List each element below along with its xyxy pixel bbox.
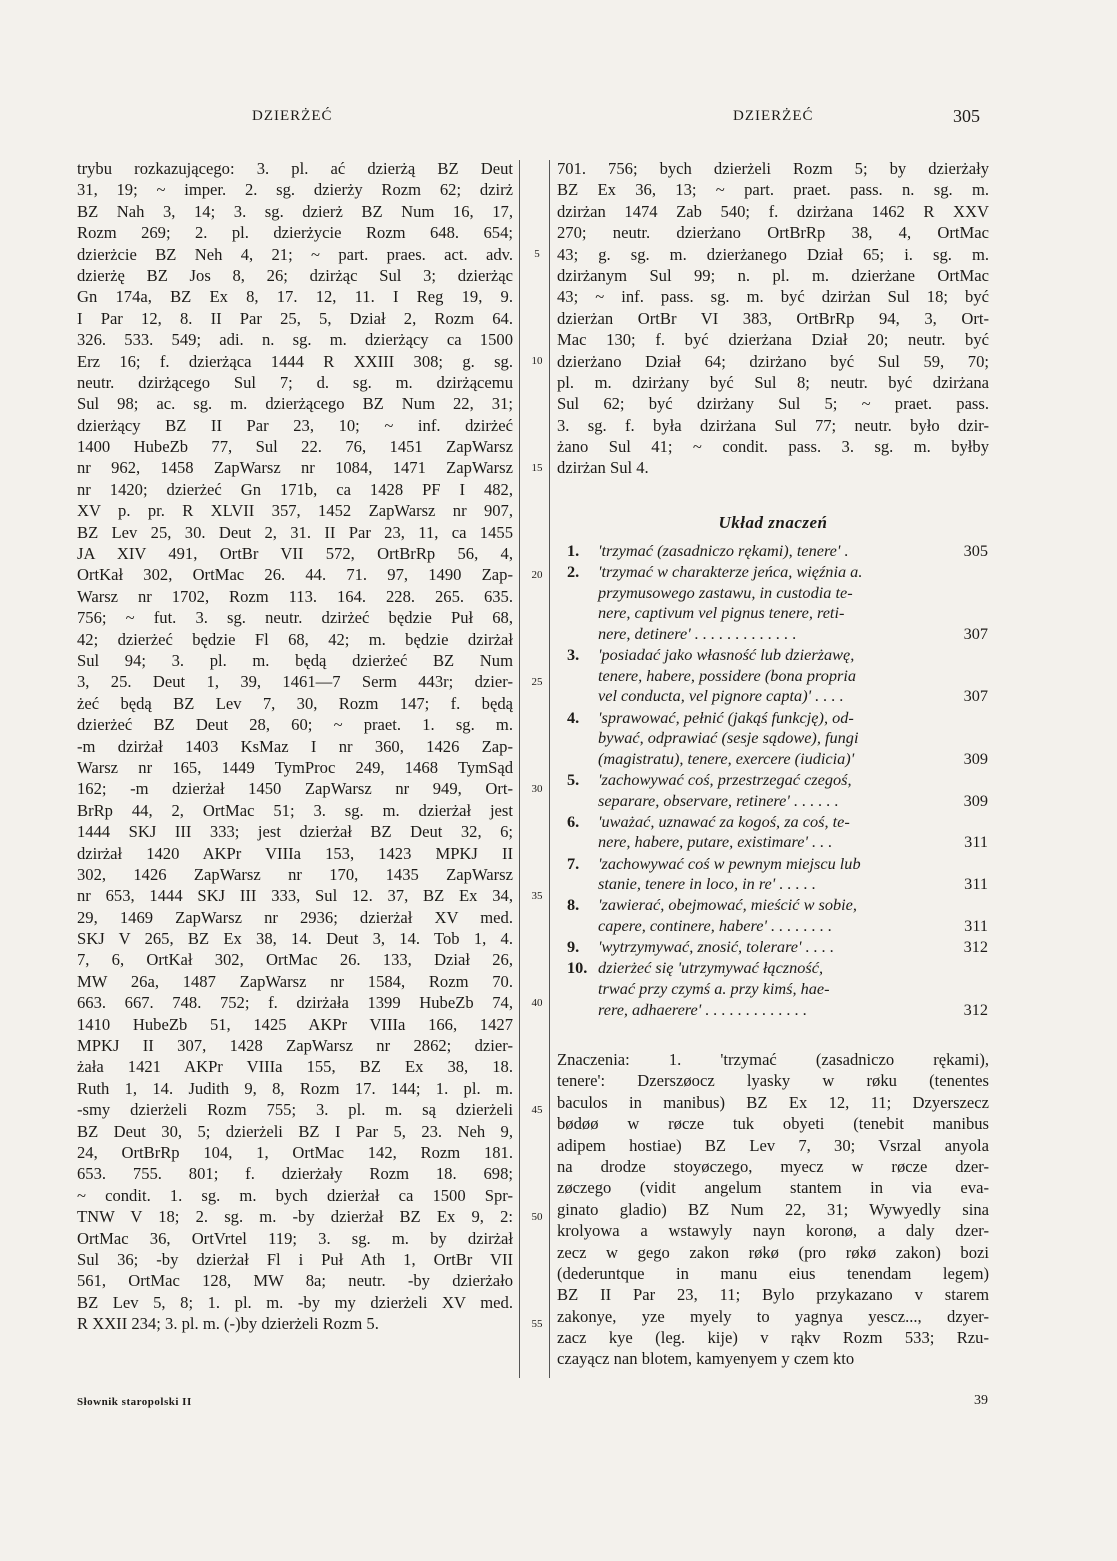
text-line: 43; ~ inf. pass. sg. m. być dzirżan Sul 18; być bbox=[557, 287, 989, 307]
text-line: żeć będą BZ Lev 7, 30, Rozm 147; f. będą bbox=[77, 693, 513, 713]
line-number: 25 bbox=[531, 675, 543, 688]
sense-line: 'trzymać w charakterze jeńca, więźnia a. bbox=[598, 562, 863, 582]
text-line: dzirżanym Sul 99; n. pl. m. dzierżane OrtMac bbox=[557, 265, 989, 285]
text-line: 29, 1469 ZapWarsz nr 2936; dzierżał XV med. bbox=[77, 907, 513, 927]
text-line: Ruth 1, 14. Judith 9, 8, Rozm 17. 144; 1. pl. m. bbox=[77, 1078, 513, 1098]
text-line: OrtKał 302, OrtMac 26. 44. 71. 97, 1490 Zap- bbox=[77, 565, 513, 585]
text-line: 7, 6, OrtKał 302, OrtMac 26. 133, Dział 26, bbox=[77, 950, 513, 970]
sense-item bbox=[567, 812, 988, 853]
text-line: baculos in manibus) BZ Ex 12, 11; Dzyerszecz bbox=[557, 1092, 989, 1112]
sense-page-ref: 311 bbox=[964, 832, 988, 852]
page-number: 305 bbox=[953, 106, 980, 126]
sense-page-ref: 307 bbox=[963, 686, 988, 706]
text-line: BZ Lev 5, 8; 1. pl. m. -by my dzierżeli XV med. bbox=[77, 1292, 513, 1312]
text-line: Warsz nr 165, 1449 TymProc 249, 1468 TymSąd bbox=[77, 757, 513, 777]
sense-line: 'wytrzymywać, znosić, tolerare' . . . . bbox=[598, 937, 835, 957]
sense-line: trwać przy czymś a. przy kimś, hae- bbox=[598, 978, 830, 998]
text-line: trybu rozkazującego: 3. pl. ać dzierżą BZ Deut bbox=[77, 159, 513, 178]
text-line: dzierżan OrtBr VI 383, OrtBrRp 94, 3, Ort- bbox=[557, 308, 989, 328]
text-line: R XXII 234; 3. pl. m. (-)by dzierżeli Rozm 5. bbox=[77, 1314, 379, 1334]
text-line: 162; -m dzierżał 1450 ZapWarsz nr 949, Ort- bbox=[77, 779, 513, 799]
text-line: 270; neutr. dzierżano OrtBrRp 38, 4, OrtMac bbox=[557, 223, 989, 243]
text-line: dzirżał 1420 AKPr VIIIa 153, 1423 MPKJ II bbox=[77, 843, 513, 863]
text-line: OrtMac 36, OrtVrtel 119; 3. sg. m. by dzirżał bbox=[77, 1228, 513, 1248]
text-line: zakonye, yze myely to yagnya yescz..., dzyer- bbox=[557, 1306, 989, 1326]
sense-line: 'sprawować, pełnić (jakąś funkcję), od- bbox=[598, 707, 854, 727]
sense-number: 2. bbox=[567, 562, 580, 582]
text-line: 326. 533. 549; adi. n. sg. m. dzierżący ca 1500 bbox=[77, 330, 513, 350]
sense-number: 10. bbox=[567, 958, 588, 978]
text-line: 653. 755. 801; f. dzierżały Rozm 18. 698; bbox=[77, 1164, 513, 1184]
sense-number: 1. bbox=[567, 541, 580, 560]
line-number: 40 bbox=[531, 996, 543, 1009]
text-line: JA XIV 491, OrtBr VII 572, OrtBrRp 56, 4, bbox=[77, 544, 513, 564]
text-line: XV p. pr. R XLVII 357, 1452 ZapWarsz nr 907, bbox=[77, 501, 513, 521]
text-line: MPKJ II 307, 1428 ZapWarsz nr 2862; dzier- bbox=[77, 1036, 513, 1056]
line-number: 30 bbox=[531, 782, 543, 795]
text-line: (dederuntque in manu eius tenendam legem) bbox=[557, 1263, 989, 1283]
sense-page-ref: 309 bbox=[963, 748, 988, 768]
text-line: tenere': Dzerszøocz lyasky w røku (tenentes bbox=[557, 1071, 989, 1091]
sense-item bbox=[567, 937, 988, 958]
text-line: dzirżan Sul 4. bbox=[557, 458, 649, 478]
sense-page-ref: 312 bbox=[963, 937, 988, 957]
sense-line: nere, captivum vel pignus tenere, reti- bbox=[598, 603, 845, 623]
sense-number: 3. bbox=[567, 645, 580, 665]
line-number: 50 bbox=[531, 1210, 543, 1223]
text-line: krolyowa a wstawyly nayn koronø, a daly dzer- bbox=[557, 1221, 989, 1241]
text-line: dzierżano Dział 64; dzirżano być Sul 59, 70; bbox=[557, 351, 989, 371]
text-line: 43; g. sg. m. dzierżanego Dział 65; i. sg. m. bbox=[557, 244, 989, 264]
sense-line: 'zachowywać coś, przestrzegać czegoś, bbox=[598, 770, 852, 789]
sense-line: 'uważać, uznawać za kogoś, za coś, te- bbox=[598, 811, 850, 831]
sense-page-ref: 312 bbox=[963, 999, 988, 1019]
sense-line: dzierżeć się 'utrzymywać łączność, bbox=[598, 958, 824, 978]
running-head-left: DZIERŻEĆ bbox=[252, 108, 333, 124]
right-column-continuation bbox=[557, 158, 989, 479]
text-line: MW 26a, 1487 ZapWarsz nr 1584, Rozm 70. bbox=[77, 971, 513, 991]
text-line: dzierżeć BZ Deut 28, 60; ~ praet. 1. sg. m. bbox=[77, 715, 513, 735]
sense-page-ref: 307 bbox=[963, 623, 988, 643]
sense-number: 6. bbox=[567, 811, 580, 831]
meanings-entry bbox=[557, 1049, 989, 1370]
footer-signature: Słownik staropolski II bbox=[77, 1396, 192, 1408]
sense-line: 'posiadać jako własność lub dzierżawę, bbox=[598, 645, 855, 665]
sense-line: przymusowego zastawu, in custodia te- bbox=[598, 582, 853, 602]
line-number: 45 bbox=[531, 1103, 543, 1116]
sense-page-ref: 305 bbox=[963, 541, 988, 560]
text-line: 561, OrtMac 128, MW 8a; neutr. -by dzierżało bbox=[77, 1271, 513, 1291]
text-line: zøczego (vidit angelum stantem in via eva- bbox=[557, 1178, 989, 1198]
text-line: Sul 98; ac. sg. m. dzierżącego BZ Num 22, 31; bbox=[77, 394, 513, 414]
sense-line: nere, habere, putare, existimare' . . . bbox=[598, 832, 833, 852]
text-line: 756; ~ fut. 3. sg. neutr. dzirżeć będzie Puł 68, bbox=[77, 608, 513, 628]
sense-number: 5. bbox=[567, 770, 580, 789]
text-line: żano Sul 41; ~ condit. pass. 3. sg. m. byłby bbox=[557, 437, 989, 457]
text-line: BZ Nah 3, 14; 3. sg. dzierż BZ Num 16, 17, bbox=[77, 201, 513, 221]
text-line: Erz 16; f. dzierżąca 1444 R XXIII 308; g. sg. bbox=[77, 351, 513, 371]
text-line: dzierżcie BZ Neh 4, 21; ~ part. praes. act. adv. bbox=[77, 244, 513, 264]
text-line: czayącz nan blotem, kamyenyem y czem kto bbox=[557, 1349, 855, 1369]
sense-line: 'trzymać (zasadniczo rękami), tenere' . bbox=[598, 541, 849, 560]
text-line: adipem hostiae) BZ Lev 7, 30; Vsrzal anyola bbox=[557, 1135, 989, 1155]
line-number: 15 bbox=[531, 461, 543, 474]
text-line: ~ condit. 1. sg. m. bych dzierżał ca 1500 Spr- bbox=[77, 1185, 513, 1205]
text-line: -smy dzierżeli Rozm 755; 3. pl. m. są dzierżeli bbox=[77, 1100, 513, 1120]
text-line: Gn 174a, BZ Ex 8, 17. 12, 11. I Reg 19, 9. bbox=[77, 287, 513, 307]
text-line: ginato gladio) BZ Num 22, 31; Wywyedly sina bbox=[557, 1199, 989, 1219]
text-line: BZ Lev 25, 30. Deut 2, 31. II Par 23, 11, ca 1455 bbox=[77, 522, 513, 542]
text-line: BZ Deut 30, 5; dzierżeli BZ I Par 5, 23. Neh 9, bbox=[77, 1121, 513, 1141]
text-line: Sul 36; -by dzierżał Fl i Puł Ath 1, OrtBr VII bbox=[77, 1249, 513, 1269]
sense-line: 'zawierać, obejmować, mieścić w sobie, bbox=[598, 895, 857, 915]
sense-item bbox=[567, 708, 988, 770]
text-line: 31, 19; ~ imper. 2. sg. dzierży Rozm 62; dzirż bbox=[77, 180, 513, 200]
text-line: 302, 1426 ZapWarsz nr 170, 1435 ZapWarsz bbox=[77, 864, 513, 884]
sense-line: rere, adhaerere' . . . . . . . . . . . . . bbox=[598, 999, 808, 1019]
sense-number: 4. bbox=[567, 707, 580, 727]
sense-line: capere, continere, habere' . . . . . . . . bbox=[598, 915, 833, 935]
left-column bbox=[77, 158, 513, 1334]
text-line: bødøø w røcze tuk obyeti (tenebit manibus bbox=[557, 1114, 989, 1134]
sense-line: bywać, odprawiać (sesje sądowe), fungi bbox=[598, 728, 859, 748]
text-line: zecz w gego zakon røkø (pro røkø zakon) bozi bbox=[557, 1242, 989, 1262]
sense-number: 7. bbox=[567, 853, 580, 873]
sense-number: 8. bbox=[567, 895, 580, 915]
text-line: Mac 130; f. być dzierżana Dział 20; neutr. być bbox=[557, 330, 989, 350]
text-line: dzierżę BZ Jos 8, 26; dzirżąc Sul 3; dzierżąc bbox=[77, 265, 513, 285]
text-line: nr 1420; dzierżeć Gn 171b, ca 1428 PF I 482, bbox=[77, 479, 513, 499]
line-number: 55 bbox=[531, 1317, 543, 1330]
text-line: 3. sg. f. była dzirżana Sul 77; neutr. było dzir- bbox=[557, 415, 989, 435]
sense-line: stanie, tenere in loco, in re' . . . . . bbox=[598, 874, 816, 894]
text-line: Rozm 269; 2. pl. dzierżycie Rozm 648. 654; bbox=[77, 223, 513, 243]
sense-line: vel conducta, vel pignore capta)' . . . . bbox=[598, 686, 844, 706]
text-line: nr 962, 1458 ZapWarsz nr 1084, 1471 ZapWarsz bbox=[77, 458, 513, 478]
text-line: nr 653, 1444 SKJ III 333, Sul 12. 37, BZ Ex 34, bbox=[77, 886, 513, 906]
text-line: 3, 25. Deut 1, 39, 1461—7 Serm 443r; dzier- bbox=[77, 672, 513, 692]
column-rule-right bbox=[549, 160, 550, 1378]
sense-line: 'zachowywać coś w pewnym miejscu lub bbox=[598, 853, 861, 873]
text-line: 24, OrtBrRp 104, 1, OrtMac 142, Rozm 181. bbox=[77, 1142, 513, 1162]
text-line: 1410 HubeZb 51, 1425 AKPr VIIIa 166, 1427 bbox=[77, 1014, 513, 1034]
line-number: 35 bbox=[531, 889, 543, 902]
text-line: -m dzirżał 1403 KsMaz I nr 360, 1426 Zap- bbox=[77, 736, 513, 756]
sense-line: nere, detinere' . . . . . . . . . . . . . bbox=[598, 623, 797, 643]
sense-item bbox=[567, 770, 988, 811]
text-line: pl. m. dzirżany być Sul 8; neutr. być dzirżana bbox=[557, 372, 989, 392]
text-line: zacz kye (leg. kije) v rąkv Rozm 533; Rzu- bbox=[557, 1328, 989, 1348]
text-line: 663. 667. 748. 752; f. dzirżała 1399 HubeZb 74, bbox=[77, 993, 513, 1013]
text-line: BZ Ex 36, 13; ~ part. praet. pass. n. sg. m. bbox=[557, 180, 989, 200]
text-line: Warsz nr 1702, Rozm 113. 164. 228. 265. 635. bbox=[77, 586, 513, 606]
sense-page-ref: 309 bbox=[963, 790, 988, 810]
running-head-right: DZIERŻEĆ bbox=[733, 108, 814, 124]
text-line: 701. 756; bych dzierżeli Rozm 5; by dzierżały bbox=[557, 159, 989, 178]
text-line: Sul 62; być dzirżany Sul 5; ~ praet. pass. bbox=[557, 394, 989, 414]
text-line: dzirżan 1474 Zab 540; f. dzirżana 1462 R XXV bbox=[557, 201, 989, 221]
sense-item bbox=[567, 645, 988, 707]
line-number: 20 bbox=[531, 568, 543, 581]
sense-line: separare, observare, retinere' . . . . . . bbox=[598, 790, 839, 810]
text-line: 42; dzierżeć będzie Fl 68, 42; m. będzie dzirżał bbox=[77, 629, 513, 649]
text-line: I Par 12, 8. II Par 25, 5, Dział 2, Rozm 64. bbox=[77, 308, 513, 328]
text-line: TNW V 18; 2. sg. m. -by dzierżał BZ Ex 9, 2: bbox=[77, 1207, 513, 1227]
text-line: neutr. dzirżącego Sul 7; d. sg. m. dzirżącemu bbox=[77, 372, 513, 392]
text-line: SKJ V 265, BZ Ex 38, 14. Deut 3, 14. Tob 1, 4. bbox=[77, 929, 513, 949]
text-line: 1400 HubeZb 77, Sul 22. 76, 1451 ZapWarsz bbox=[77, 437, 513, 457]
sense-item bbox=[567, 562, 988, 644]
sense-item bbox=[567, 958, 988, 1020]
sense-page-ref: 311 bbox=[964, 915, 988, 935]
footer-sheet-number: 39 bbox=[974, 1393, 988, 1408]
sense-item bbox=[567, 895, 988, 936]
column-rule-left bbox=[519, 160, 520, 1378]
text-line: Sul 94; 3. pl. m. będą dzierżeć BZ Num bbox=[77, 650, 513, 670]
text-line: 1444 SKJ III 333; jest dzierżał BZ Deut 32, 6; bbox=[77, 822, 513, 842]
text-line: BZ II Par 23, 11; Bylo przykazano v starem bbox=[557, 1285, 989, 1305]
line-number: 5 bbox=[534, 247, 540, 260]
sense-page-ref: 311 bbox=[964, 874, 988, 894]
text-line: Znaczenia: 1. 'trzymać (zasadniczo rękami), bbox=[557, 1050, 989, 1069]
sense-number: 9. bbox=[567, 937, 580, 957]
line-number: 10 bbox=[531, 354, 543, 367]
text-line: dzierżący BZ II Par 23, 10; ~ inf. dzirżeć bbox=[77, 415, 513, 435]
section-title: Układ znaczeń bbox=[718, 513, 828, 532]
sense-item bbox=[567, 854, 988, 895]
text-line: żała 1421 AKPr VIIIa 155, BZ Ex 38, 18. bbox=[77, 1057, 513, 1077]
text-line: na drodze stoyøczego, myecz w røcze dzer- bbox=[557, 1156, 989, 1176]
sense-line: tenere, habere, possidere (bona propria bbox=[598, 665, 857, 685]
sense-item bbox=[567, 541, 988, 562]
sense-line: (magistratu), tenere, exercere (iudicia)' bbox=[598, 748, 855, 768]
text-line: BrRp 44, 2, OrtMac 51; 3. sg. m. dzierżał jest bbox=[77, 800, 513, 820]
